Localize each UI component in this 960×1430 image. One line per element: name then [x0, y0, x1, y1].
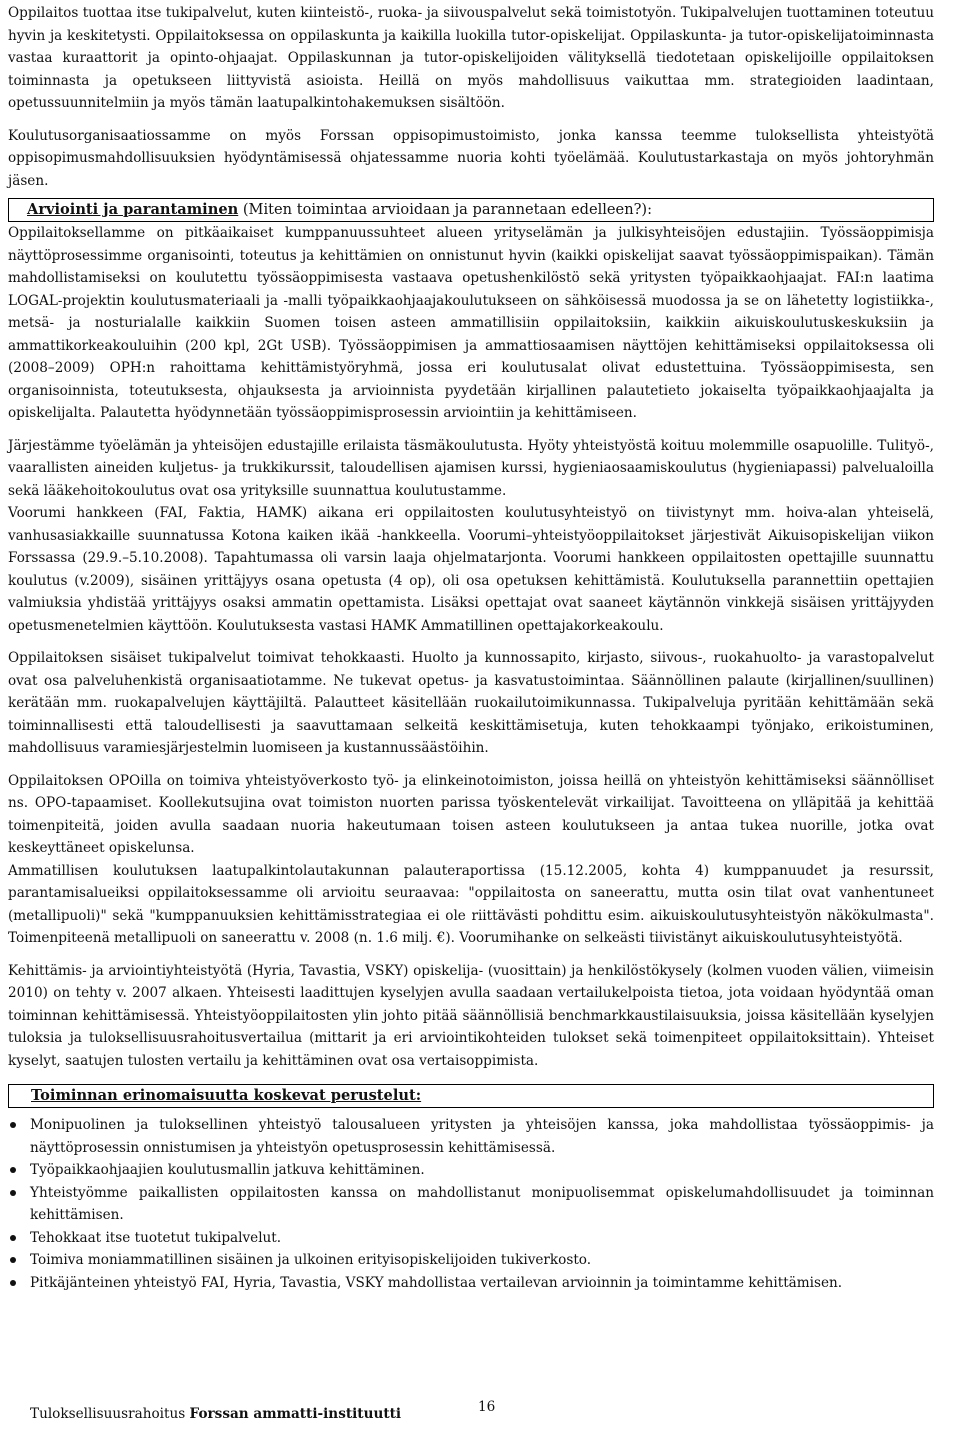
bullet-icon — [10, 1167, 16, 1173]
paragraph-benchmarking: Kehittämis- ja arviointiyhteistyötä (Hyria, Tavastia, VSKY) opiskelija- (vuosittain) ja henkilöstökysely (kolmen vuoden välien, viimeisin 2010) on tehty v. 2007 alkaen. Yhteisesti laadittujen kyselyjen avulla saadaan vertailukelpoista tietoa, jota voidaan hyödyntää oman toiminnan kehittämisessä. Yhteistyöoppilaitosten ylin johto pitää säännöllisiä benchmarkkaustilaisuuksia, joissa käsitellään kyselyjen tuloksia ja tuloksellisuusrahoitusvertailua (mittarit ja eri arviointikohteiden tulokset sekä toimenpiteet oppilaitoksittain). Yhteiset kyselyt, saatujen tulosten vertailu ja kehittäminen ovat osa vertaisoppimista. — [8, 962, 934, 1069]
paragraph-voorumi-project: Voorumi hankkeen (FAI, Faktia, HAMK) aikana eri oppilaitosten koulutusyhteistyö on tiivistynyt mm. hoiva-alan yhteiselä, vanhusasiakkaille suunnatussa Kotona kaiken ikää -hankkeella. Voorumi–yhteistyöoppilaitokset järjestivät Aikuisopiskelijan viikon Forssassa (29.9.–5.10.2008). Tapahtumassa oli varsin laaja ohjelmatarjonta. Voorumi hankkeen oppilaitosten opettajille suunnattu koulutus (v.2009), sisäinen yrittäjyys osana opetusta (4 op), oli osa opetuksen kehittämistä. Koulutuksella parannettiin opettajien valmiuksia yhdistää yrittäjyys osaksi ammatin opettamista. Lisäksi opettajat ovat saaneet käytännön vinkkejä sisäisen yrittäjyyden opetusmenetelmien käyttöön. Koulutuksesta vastasi HAMK Ammatillinen opettajakorkeakoulu. — [8, 505, 934, 634]
section-heading-subtitle: (Miten toimintaa arvioidaan ja parannetaan edelleen?): — [238, 201, 653, 218]
excellence-list — [8, 1114, 934, 1294]
paragraph-targeted-training: Järjestämme työelämän ja yhteisöjen edustajille erilaista täsmäkoulutusta. Hyöty yhteistyöstä koituu molemmille osapuolille. Tulityö-, vaarallisten aineiden kuljetus- ja trukkikurssit, taloudellisen ajamisen kurssi, hygieniaosaamiskoulutus (hygieniapassi) palvelualoilla sekä lääkehoitokoulutus ovat osa yrityksille suunnattua koulutustamme. — [8, 437, 934, 499]
excellence-heading: Toiminnan erinomaisuutta koskevat perustelut: — [8, 1084, 934, 1108]
footer-label: Tuloksellisuusrahoitus — [30, 1406, 186, 1422]
list-item — [8, 1249, 934, 1272]
page-footer — [30, 1404, 401, 1424]
list-item-text: Toimiva moniammatillinen sisäinen ja ulkoinen erityisopiskelijoiden tukiverkosto. — [30, 1252, 592, 1268]
paragraph-support-services: Oppilaitos tuottaa itse tukipalvelut, kuten kiinteistö-, ruoka- ja siivouspalvelut sekä toimistotyön. Tukipalvelujen tuottaminen toteutuu hyvin ja keskitetysti. Oppilaitoksessa on oppilaskunta ja kaikilla luokilla tutor-opiskelijat. Oppilaskunta- ja tutor-opiskelijatoiminnasta vastaa kuraattorit ja opinto-ohjaajat. Oppilaskunnan ja tutor-opiskelijoiden välityksellä tiedotetaan opiskelijoille oppilaitoksen toiminnasta ja opetukseen liittyvistä asioista. Heillä on myös mahdollisuus vaikuttaa mm. strategioiden laadintaan, opetussuunnitelmiin ja myös tämän laatupalkintohakemuksen sisältöön. — [8, 5, 934, 111]
paragraph-apprenticeship-office: Koulutusorganisaatiossamme on myös Forssan oppisopimustoimisto, jonka kanssa teemme tuloksellista yhteistyötä oppisopimusmahdollisuuksien hyödyntämisessä ohjatessamme nuoria kohti työelämää. Koulutustarkastaja on myös johtoryhmän jäsen. — [8, 127, 934, 189]
list-item-text: Pitkäjänteinen yhteistyö FAI, Hyria, Tavastia, VSKY mahdollistaa vertailevan arvioinnin ja toimintamme kehittämisen. — [30, 1274, 843, 1291]
paragraph-feedback-report: Ammatillisen koulutuksen laatupalkintolautakunnan palauteraportissa (15.12.2005, kohta 4) kumppanuudet ja resurssit, parantamisalueiksi oppilaitoksessamme oli arvioitu seuraavaa: "oppilaitosta on saneerattu, mutta osin tilat ovat vanhentuneet (metallipuoli)" sekä "kumppanuuksien kehittämisstrategiaa ei ole riittävästi pohdittu esim. aikuiskoulutusyhteistyön näkökulmasta". Toimenpiteenä metallipuoli on saneerattu v. 2008 (n. 1.6 milj. €). Voorumihanke on selkeästi tiivistänyt aikuiskoulutusyhteistyötä. — [8, 862, 934, 946]
section-heading-assessment — [8, 198, 934, 222]
document-page — [0, 2, 960, 1430]
page-number: 16 — [478, 1399, 496, 1415]
list-item — [8, 1159, 934, 1182]
bullet-icon — [10, 1257, 16, 1263]
paragraph-partnerships: Oppilaitoksellamme on pitkäaikaiset kumppanuussuhteet alueen yrityselämän ja julkisyhteisöjen edustajiin. Työssäoppimisja näyttöprosessimme organisointi, toteutus ja kehittämien on onnistunut hyvin (kaikki opiskelijat saavat työssäoppimispaikan). Tämän mahdollistamiseksi on koulutettu työssäoppimisesta vastaava opetushenkilöstö sekä yritysten työpaikkaohjaajat. FAI:n laatima LOGAL-projektin koulutusmateriaali ja -malli työpaikkaohjaajakoulutukseen on sähköisessä muodossa ja se on lähetetty logistiikka-, metsä- ja nosturialalle kaikkiin Suomen toisen asteen ammatillisiin oppilaitoksiin, kaikkiin aikuiskoulutuskeskuksiin ja ammattikorkeakouluihin (200 kpl, 2Gt USB). Työssäoppimisen ja ammattiosaamisen näyttöjen kehittämiseksi oppilaitoksessa oli (2008–2009) OPH:n rahoittama kehittämistyöryhmä, jossa eri koulutusalat olivat edustettuina. Työssäoppimisesta, sen organisoinnista, toteutuksesta, ohjauksesta ja arvioinnista pyydetään kirjallinen palautetieto jokaiselta työpaikkaohjaajalta ja opiskelijalta. Palautetta hyödynnetään työssäoppimisprosessin arviointiin ja kehittämiseen. — [8, 225, 934, 421]
footer-organization: Forssan ammatti-instituutti — [189, 1406, 402, 1422]
bullet-icon — [10, 1122, 16, 1128]
list-item-text: Tehokkaat itse tuotetut tukipalvelut. — [30, 1229, 282, 1246]
list-item — [8, 1114, 934, 1159]
paragraph-opo-network: Oppilaitoksen OPOilla on toimiva yhteistyöverkosto työ- ja elinkeinotoimiston, joissa heillä on yhteistyön kehittämiseksi säännölliset ns. OPO-tapaamiset. Koollekutsujina ovat toimiston nuorten parissa työskentelevät virkailijat. Tavoitteena on ylläpitää ja kehittää toimenpiteitä, joiden avulla saadaan nuoria hakeutumaan toisen asteen koulutukseen ja antaa tukea nuorille, jotka ovat keskeyttäneet opiskelunsa. — [8, 772, 934, 856]
section-heading-title: Arviointi ja parantaminen — [27, 201, 239, 218]
list-item — [8, 1182, 934, 1227]
list-item-text: Yhteistyömme paikallisten oppilaitosten kanssa on mahdollistanut monipuolisemmat opiskelumahdollisuudet ja toiminnan kehittämisen. — [30, 1184, 934, 1223]
list-item-text: Työpaikkaohjaajien koulutusmallin jatkuva kehittäminen. — [30, 1162, 425, 1178]
paragraph-internal-services: Oppilaitoksen sisäiset tukipalvelut toimivat tehokkaasti. Huolto ja kunnossapito, kirjasto, siivous-, ruokahuolto- ja varastopalvelut ovat osa palveluhenkistä organisaatiotamme. Ne tukevat opetus- ja kasvatustoimintaa. Säännöllinen palaute (kirjallinen/suullinen) kerätään mm. ruokapalvelujen käyttäjiltä. Palautteet käsitellään ruokailutoimikunnassa. Tukipalveluja pyritään kehittämään sekä toiminnallisesti että taloudellisesti ja saavuttamaan selkeitä keskittämisetuja, kuten tehokkaampi työnjako, erikoistuminen, mahdollisuus varamiesjärjestelmin luomiseen ja kustannussäästöihin. — [8, 650, 934, 756]
list-item-text: Monipuolinen ja tuloksellinen yhteistyö talousalueen yritysten ja yhteisöjen kanssa, joka mahdollistaa työssäoppimis- ja näyttöprosessin onnistumisen ja yhteistyön opetusprosessin kehittämisessä. — [30, 1117, 934, 1156]
list-item — [8, 1272, 934, 1295]
bullet-icon — [10, 1190, 16, 1196]
bullet-icon — [10, 1280, 16, 1286]
list-item — [8, 1227, 934, 1250]
bullet-icon — [10, 1235, 16, 1241]
